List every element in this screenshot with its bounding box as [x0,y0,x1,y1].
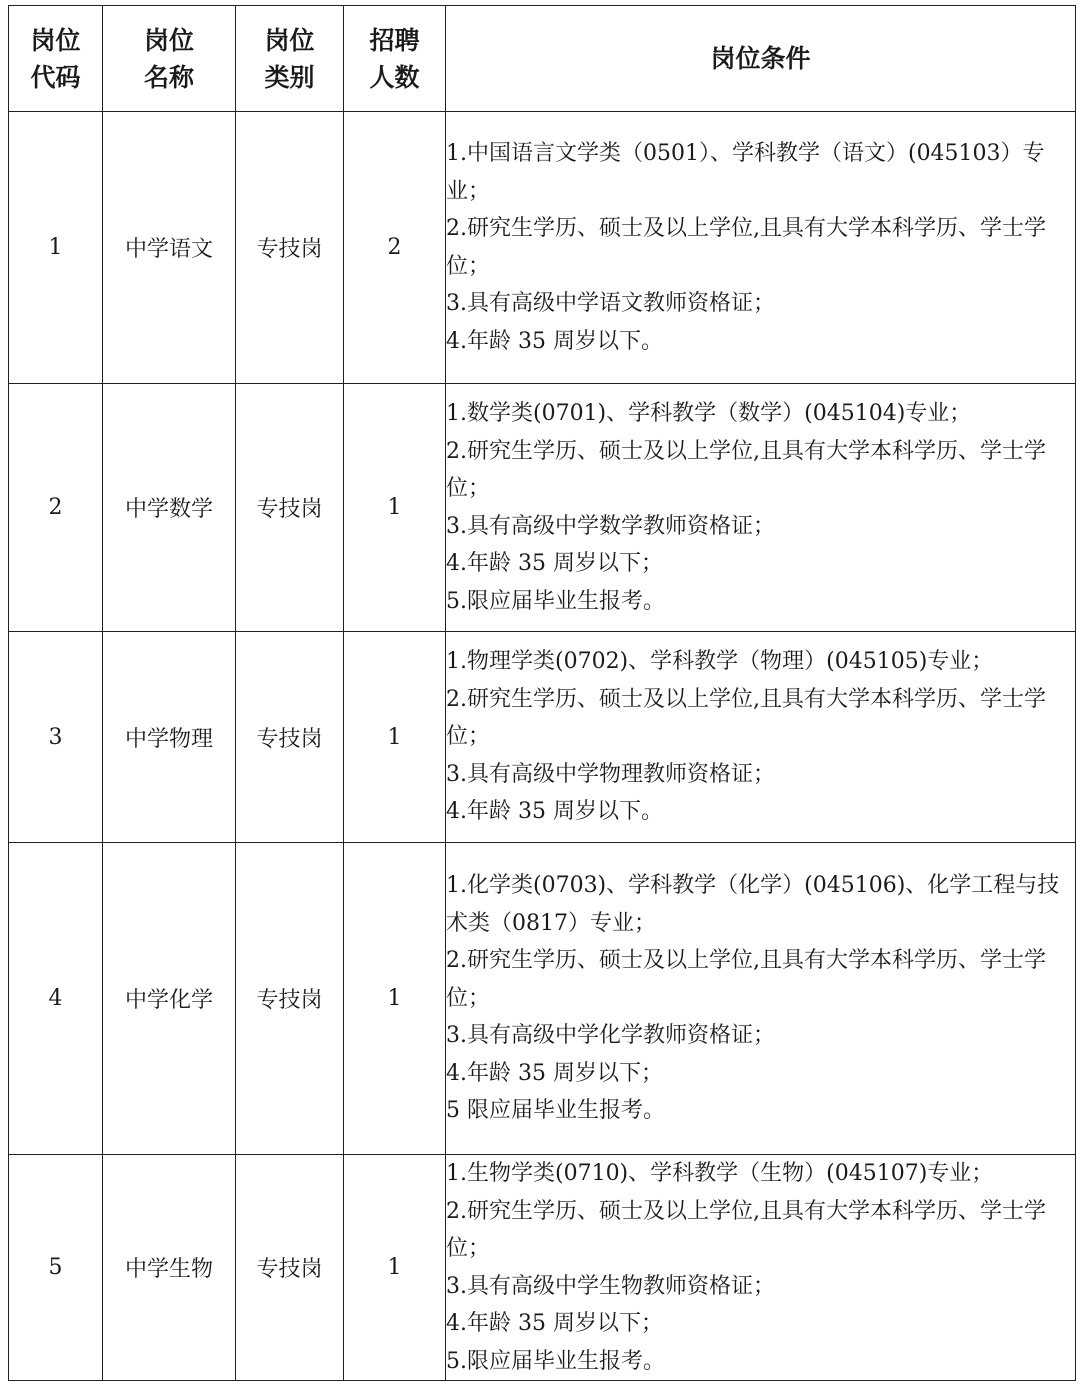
cell-conditions [446,384,1076,632]
condition-item: 1.化学类(0703)、学科教学（化学）(045106)、化学工程与技术类（0817）专业； [446,873,1060,936]
cell-count: 1 [344,632,446,843]
cell-name: 中学数学 [103,384,236,632]
table-row [9,112,1076,384]
condition-item: 2.研究生学历、硕士及以上学位,且具有大学本科学历、学士学位； [446,1198,1046,1261]
table-row [9,384,1076,632]
recruitment-table [8,5,1076,1381]
condition-item: 4.年龄 35 周岁以下； [446,551,663,576]
cell-name: 中学物理 [103,632,236,843]
cell-type: 专技岗 [236,843,344,1155]
condition-item: 4.年龄 35 周岁以下。 [446,799,663,825]
header-conditions-label: 岗位条件 [710,44,811,73]
condition-item: 4.年龄 35 周岁以下； [446,1311,663,1336]
header-count-line-2: 人数 [369,62,420,92]
cell-conditions [446,1155,1076,1381]
header-type-line-1: 岗位 [264,25,315,55]
condition-item: 5.限应届毕业生报考。 [446,1348,665,1374]
cell-conditions [446,112,1076,384]
condition-item: 2.研究生学历、硕士及以上学位,且具有大学本科学历、学士学位； [446,948,1046,1011]
header-code [9,6,103,112]
table-row [9,1155,1076,1381]
header-row [9,6,1076,112]
header-conditions [446,6,1076,112]
condition-item: 1.中国语言文学类（0501）、学科教学（语文）(045103）专业； [446,141,1045,204]
cell-name: 中学语文 [103,112,236,384]
header-type [236,6,344,112]
cell-count: 1 [344,384,446,632]
cell-code: 4 [9,843,103,1155]
header-count [344,6,446,112]
condition-item: 1.数学类(0701)、学科教学（数学）(045104)专业； [446,401,972,426]
condition-item: 2.研究生学历、硕士及以上学位,且具有大学本科学历、学士学位； [446,216,1046,279]
condition-item: 3.具有高级中学数学教师资格证； [446,513,775,539]
header-name-line-1: 岗位 [143,25,194,55]
cell-code: 5 [9,1155,103,1381]
condition-item: 1.物理学类(0702)、学科教学（物理）(045105)专业； [446,649,994,675]
condition-item: 3.具有高级中学物理教师资格证； [446,761,775,787]
condition-item: 3.具有高级中学生物教师资格证； [446,1273,775,1299]
condition-item: 3.具有高级中学语文教师资格证； [446,291,775,316]
cell-count: 1 [344,843,446,1155]
cell-type: 专技岗 [236,384,344,632]
cell-name: 中学生物 [103,1155,236,1381]
condition-item: 3.具有高级中学化学教师资格证； [446,1023,775,1049]
header-name-line-2: 名称 [143,62,194,92]
header-type-line-2: 类别 [264,62,315,92]
header-code-line-1: 岗位 [30,25,81,55]
cell-count: 2 [344,112,446,384]
table-row [9,843,1076,1155]
cell-type: 专技岗 [236,1155,344,1381]
cell-name: 中学化学 [103,843,236,1155]
condition-item: 4.年龄 35 周岁以下； [446,1060,663,1086]
cell-type: 专技岗 [236,632,344,843]
header-code-line-2: 代码 [30,62,81,92]
condition-item: 2.研究生学历、硕士及以上学位,且具有大学本科学历、学士学位； [446,438,1046,501]
cell-conditions [446,632,1076,843]
table-row [9,632,1076,843]
cell-conditions [446,843,1076,1155]
cell-code: 2 [9,384,103,632]
header-count-line-1: 招聘 [369,25,420,55]
cell-type: 专技岗 [236,112,344,384]
condition-item: 5.限应届毕业生报考。 [446,588,665,614]
cell-code: 3 [9,632,103,843]
cell-count: 1 [344,1155,446,1381]
condition-item: 1.生物学类(0710)、学科教学（生物）(045107)专业； [446,1161,994,1186]
condition-item: 4.年龄 35 周岁以下。 [446,328,663,354]
condition-item: 2.研究生学历、硕士及以上学位,且具有大学本科学历、学士学位； [446,686,1046,750]
condition-item: 5 限应届毕业生报考。 [446,1098,665,1124]
cell-code: 1 [9,112,103,384]
header-name [103,6,236,112]
